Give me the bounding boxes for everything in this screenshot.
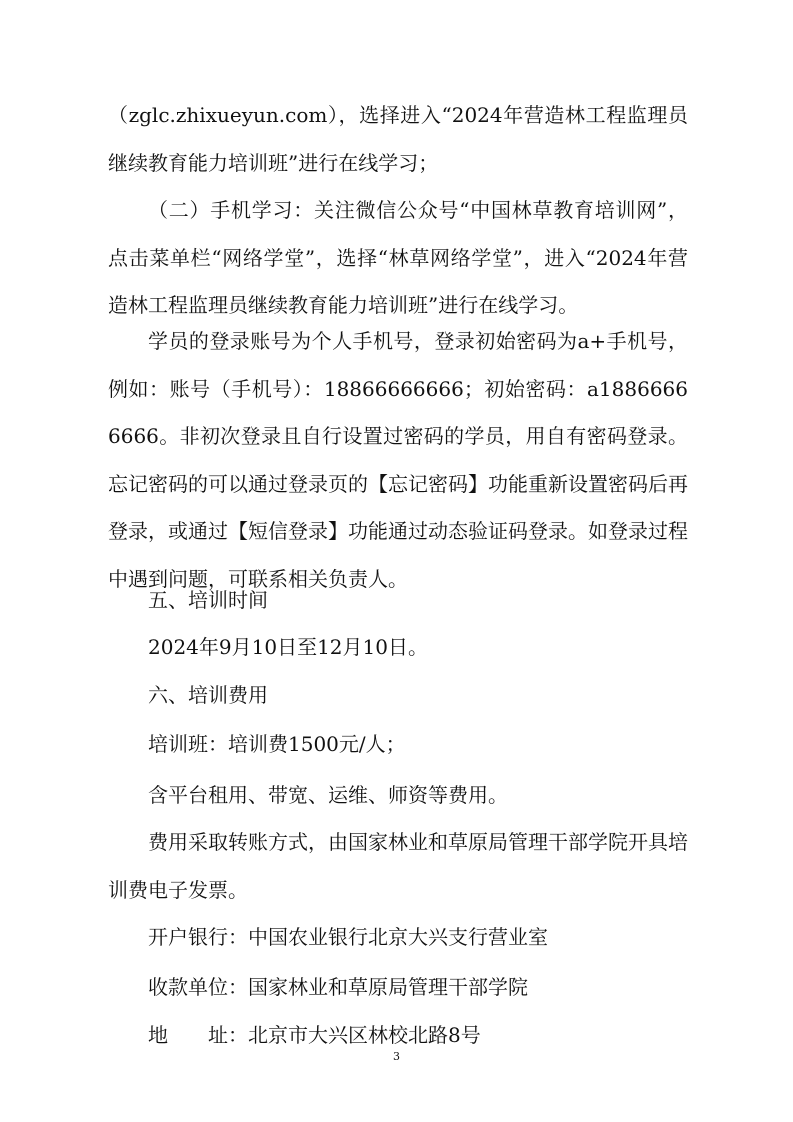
address-info-text: 地 址：北京市大兴区林校北路8号 (148, 1023, 481, 1047)
payee-info-text: 收款单位：国家林业和草原局管理干部学院 (148, 975, 528, 999)
paragraph-mobile-learning: （二）手机学习：关注微信公众号“中国林草教育培训网”，点击菜单栏“网络学堂”，选择“林草网络学堂”，进入“2024年营造林工程监理员继续教育能力培训班”进行在线学习。 (108, 198, 688, 317)
section-heading-training-fee: 六、培训费用 (148, 683, 268, 707)
fee-amount-text: 培训班：培训费1500元/人； (148, 732, 406, 756)
paragraph-login-info: 学员的登录账号为个人手机号，登录初始密码为a+手机号，例如：账号（手机号）：18866666666；初始密码：a18866666666。非初次登录且自行设置过密码的学员，用自有密码登录。忘记密码的可以通过登录页的【忘记密码】功能重新设置密码后再登录，或通过【短信登录】功能通过动态验证码登录。如登录过程中遇到问题，可联系相关负责人。 (108, 329, 688, 591)
page-number: 3 (393, 1050, 400, 1063)
section-heading-training-time: 五、培训时间 (148, 588, 268, 612)
paragraph-payment-method: 费用采取转账方式，由国家林业和草原局管理干部学院开具培训费电子发票。 (108, 830, 688, 902)
training-time-text: 2024年9月10日至12月10日。 (148, 635, 428, 659)
paragraph-online-learning-url: （zglc.zhixueyun.com），选择进入“2024年营造林工程监理员继续教育能力培训班”进行在线学习； (108, 103, 688, 175)
bank-info-text: 开户银行：中国农业银行北京大兴支行营业室 (148, 925, 548, 949)
fee-includes-text: 含平台租用、带宽、运维、师资等费用。 (148, 783, 508, 807)
